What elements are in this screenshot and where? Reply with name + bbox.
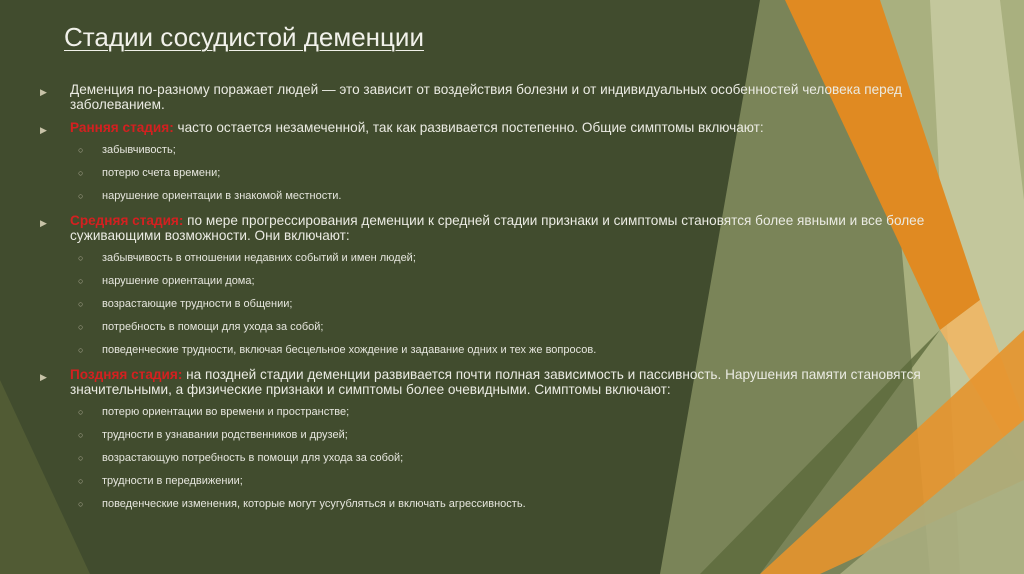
circle-bullet-icon: ○ <box>78 499 84 509</box>
list-item <box>78 139 940 162</box>
circle-bullet-icon: ○ <box>78 145 84 155</box>
list-item <box>78 185 940 208</box>
stage-heading: Ранняя стадия: <box>70 120 174 135</box>
circle-bullet-icon: ○ <box>78 345 84 355</box>
bullet-middle-stage <box>40 213 940 243</box>
circle-bullet-icon: ○ <box>78 453 84 463</box>
list-item <box>78 247 940 270</box>
item-text: нарушение ориентации в знакомой местности. <box>102 190 342 202</box>
item-text: поведенческие трудности, включая бесцельное хождение и задавание одних и тех же вопросов. <box>102 344 597 356</box>
item-text: забывчивость; <box>102 144 176 156</box>
stage-heading: Средняя стадия: <box>70 213 184 228</box>
circle-bullet-icon: ○ <box>78 476 84 486</box>
item-text: возрастающие трудности в общении; <box>102 298 293 310</box>
list-item <box>78 270 940 293</box>
circle-bullet-icon: ○ <box>78 253 84 263</box>
list-item <box>78 339 940 362</box>
item-text: возрастающую потребность в помощи для ухода за собой; <box>102 452 404 464</box>
item-text: нарушение ориентации дома; <box>102 275 255 287</box>
circle-bullet-icon: ○ <box>78 299 84 309</box>
list-item <box>78 447 940 470</box>
circle-bullet-icon: ○ <box>78 322 84 332</box>
bullet-list <box>40 82 940 516</box>
list-item <box>78 493 940 516</box>
arrow-bullet-icon: ▶ <box>40 218 47 228</box>
bullet-early-stage <box>40 120 940 135</box>
arrow-bullet-icon: ▶ <box>40 125 47 135</box>
circle-bullet-icon: ○ <box>78 430 84 440</box>
circle-bullet-icon: ○ <box>78 191 84 201</box>
circle-bullet-icon: ○ <box>78 276 84 286</box>
item-text: трудности в узнавании родственников и друзей; <box>102 429 348 441</box>
item-text: потерю ориентации во времени и пространстве; <box>102 406 350 418</box>
stage-text: на поздней стадии деменции развивается почти полная зависимость и пассивность. Нарушения памяти становятся значительными, а физические признаки и симптомы более очевидными. Симптомы включают: <box>70 367 921 397</box>
item-text: поведенческие изменения, которые могут усугубляться и включать агрессивность. <box>102 498 526 510</box>
list-item <box>78 316 940 339</box>
stage-heading: Поздняя стадия: <box>70 367 183 382</box>
list-item <box>78 470 940 493</box>
list-item <box>78 401 940 424</box>
item-text: трудности в передвижении; <box>102 475 243 487</box>
item-text: потерю счета времени; <box>102 167 221 179</box>
item-text: потребность в помощи для ухода за собой; <box>102 321 324 333</box>
intro-text: Деменция по-разному поражает людей — это зависит от воздействия болезни и от индивидуальных особенностей человека перед заболеванием. <box>70 82 902 112</box>
arrow-bullet-icon: ▶ <box>40 87 47 97</box>
stage-text: по мере прогрессирования деменции к средней стадии признаки и симптомы становятся более явными и все более суживающими возможности. Они включают: <box>70 213 925 243</box>
bullet-intro <box>40 82 940 112</box>
stage-text: часто остается незамеченной, так как развивается постепенно. Общие симптомы включают: <box>173 120 764 135</box>
circle-bullet-icon: ○ <box>78 168 84 178</box>
item-text: забывчивость в отношении недавних событий и имен людей; <box>102 252 416 264</box>
list-item <box>78 293 940 316</box>
list-item <box>78 424 940 447</box>
arrow-bullet-icon: ▶ <box>40 372 47 382</box>
slide-title: Стадии сосудистой деменции <box>64 22 424 52</box>
bullet-late-stage <box>40 367 940 397</box>
circle-bullet-icon: ○ <box>78 407 84 417</box>
list-item <box>78 162 940 185</box>
